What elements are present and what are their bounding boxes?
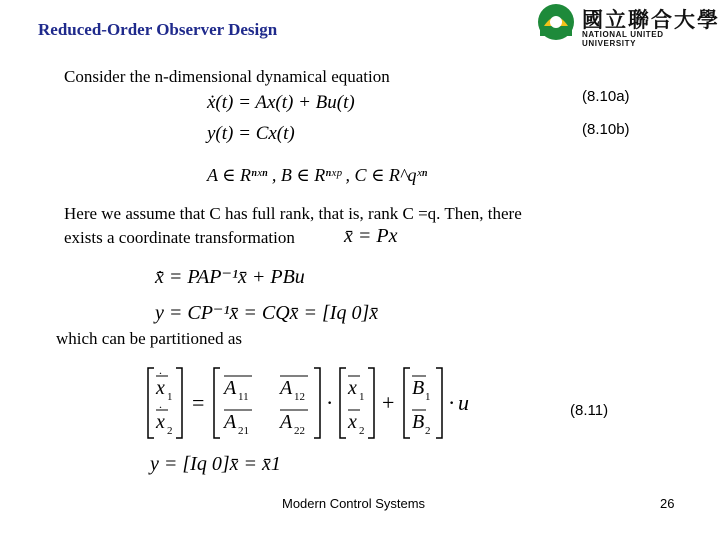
assumption-line-2: exists a coordinate transformation (64, 228, 295, 247)
logo-english-name: NATIONAL UNITED UNIVERSITY (582, 30, 664, 48)
transformed-state-equation: x̄̇ = PAP⁻¹x̄ + PBu (155, 266, 305, 288)
svg-text:A: A (224, 377, 237, 399)
svg-text:21: 21 (238, 425, 249, 437)
university-logo (532, 0, 720, 48)
svg-text:A: A (280, 411, 293, 433)
svg-text:22: 22 (294, 425, 305, 437)
svg-text:x: x (348, 377, 357, 399)
output-equation: y(t) = Cx(t) (207, 123, 295, 144)
transformed-output-equation: y = CP⁻¹x̄ = CQx̄ = [Iq 0]x̄ (155, 302, 379, 324)
svg-text:u: u (458, 390, 469, 415)
logo-chinese-name: 國立聯合大學 (582, 8, 720, 32)
svg-text:=: = (192, 390, 205, 415)
svg-text:A: A (224, 411, 237, 433)
slide-title: Reduced-Order Observer Design (38, 20, 278, 39)
svg-text:2: 2 (167, 425, 173, 437)
svg-text:.: . (159, 397, 162, 411)
intro-text: Consider the n-dimensional dynamical equation (64, 67, 390, 86)
svg-text:2: 2 (359, 425, 365, 437)
svg-text:x: x (348, 411, 357, 433)
partitioned-output-equation: y = [Iq 0]x̄ = x̄1 (150, 453, 281, 475)
university-emblem-icon (532, 0, 580, 44)
footer-course-name: Modern Control Systems (282, 496, 426, 511)
partitioned-state-equation (140, 366, 500, 444)
svg-text:+: + (382, 390, 395, 415)
svg-text:1: 1 (167, 391, 173, 403)
svg-text:12: 12 (294, 391, 305, 403)
equation-label-8-10b: (8.10b) (582, 121, 630, 138)
svg-text:·: · (326, 390, 334, 415)
svg-text:B: B (412, 377, 425, 399)
svg-text:x: x (156, 377, 165, 399)
matrix-dimensions: A ∈ Rⁿˣⁿ , B ∈ Rⁿˣᵖ , C ∈ R^qˣⁿ (207, 165, 428, 185)
equation-label-8-10a: (8.10a) (582, 88, 630, 105)
svg-text:2: 2 (425, 425, 431, 437)
state-equation: ẋ(t) = Ax(t) + Bu(t) (207, 92, 355, 113)
svg-text:B: B (412, 411, 425, 433)
svg-text:.: . (159, 366, 162, 377)
svg-text:·: · (448, 390, 456, 415)
svg-text:A: A (280, 377, 293, 399)
svg-text:1: 1 (359, 391, 365, 403)
svg-text:x: x (156, 411, 165, 433)
assumption-line-1: Here we assume that C has full rank, that is, rank C =q. Then, there (64, 204, 522, 223)
coordinate-transformation: x̄ = Px (344, 225, 398, 247)
svg-text:1: 1 (425, 391, 431, 403)
page-number: 26 (660, 496, 675, 511)
equation-label-8-11: (8.11) (570, 402, 609, 419)
partition-text: which can be partitioned as (56, 329, 242, 348)
svg-text:11: 11 (238, 391, 249, 403)
